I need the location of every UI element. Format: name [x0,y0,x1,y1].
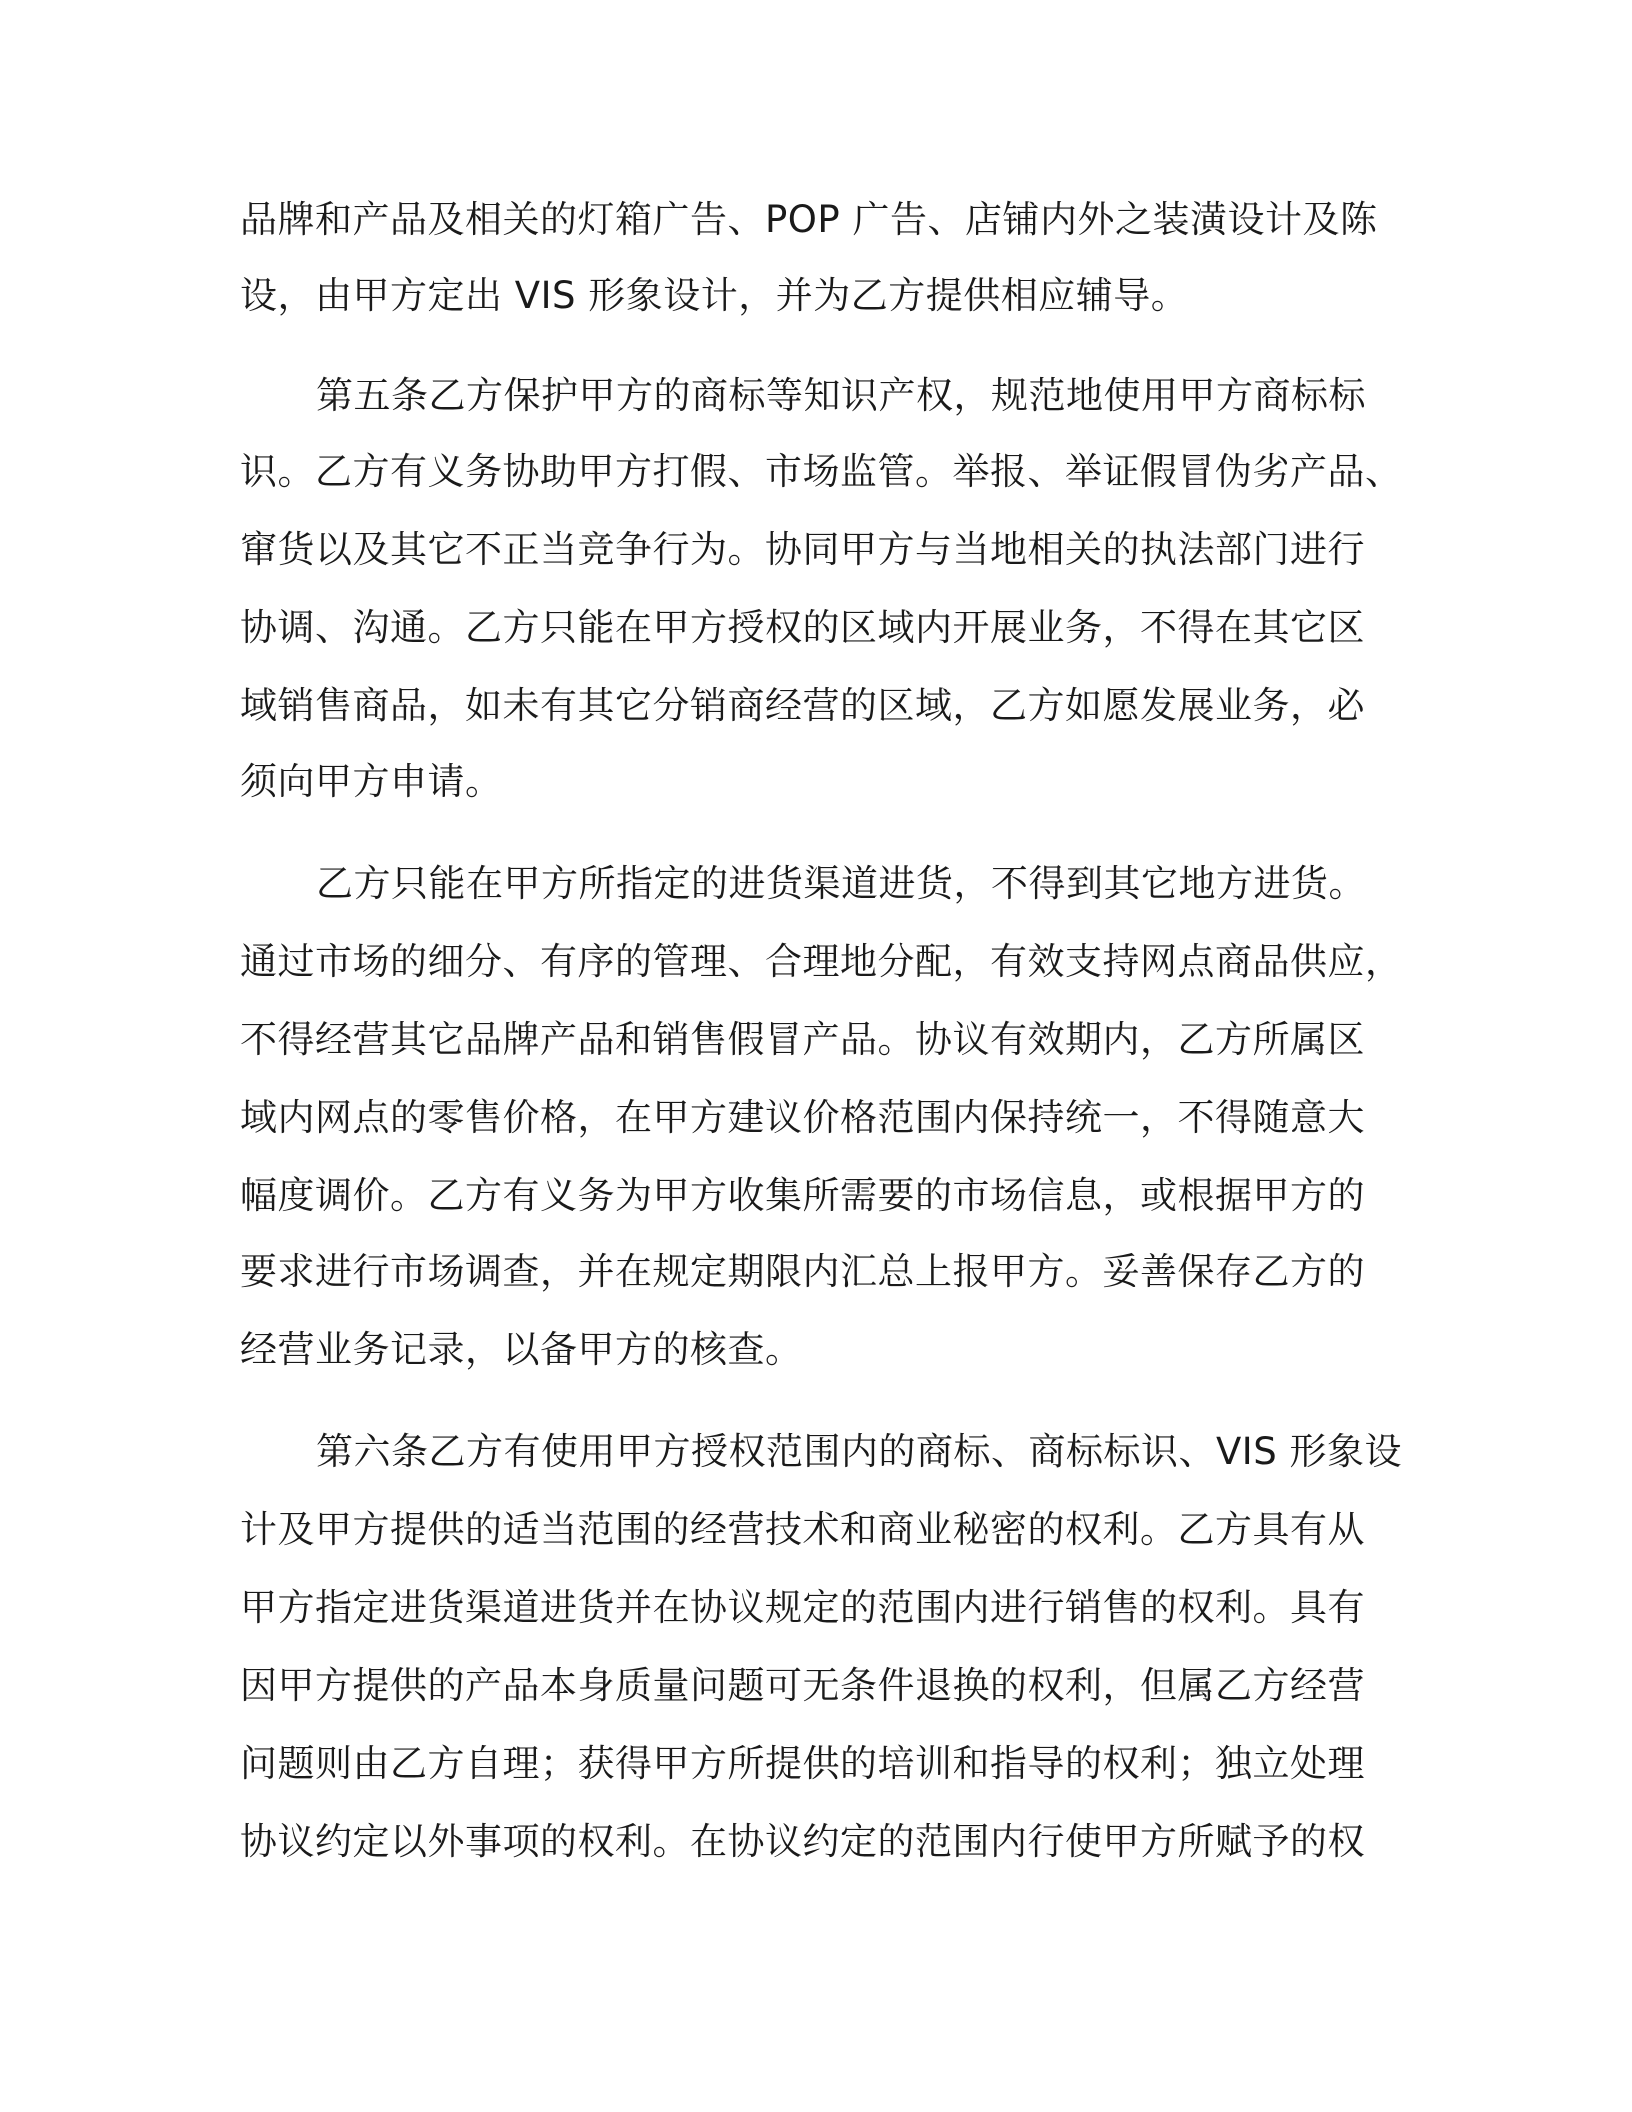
text-line: 设，由甲方定出 VIS 形象设计，并为乙方提供相应辅导。 [240,274,1189,317]
text-line: 不得经营其它品牌产品和销售假冒产品。协议有效期内，乙方所属区 [240,1018,1365,1061]
text-line: 协议约定以外事项的权利。在协议约定的范围内行使甲方所赋予的权 [240,1820,1365,1863]
text-line: 要求进行市场调查，并在规定期限内汇总上报甲方。妥善保存乙方的 [240,1250,1365,1293]
text-line: 甲方指定进货渠道进货并在协议规定的范围内进行销售的权利。具有 [240,1586,1365,1629]
text-line: 经营业务记录，以备甲方的核查。 [240,1328,803,1371]
text-line: 域销售商品，如未有其它分销商经营的区域，乙方如愿发展业务，必 [240,684,1365,727]
text-line: 问题则由乙方自理；获得甲方所提供的培训和指导的权利；独立处理 [240,1742,1365,1785]
text-line: 计及甲方提供的适当范围的经营技术和商业秘密的权利。乙方具有从 [240,1508,1365,1551]
paragraph-purchase-start: 乙方只能在甲方所指定的进货渠道进货，不得到其它地方进货。 [316,862,1366,905]
text-line: 域内网点的零售价格，在甲方建议价格范围内保持统一，不得随意大 [240,1096,1365,1139]
text-line: 须向甲方申请。 [240,760,503,803]
text-line: 识。乙方有义务协助甲方打假、市场监管。举报、举证假冒伪劣产品、 [240,450,1403,493]
text-line: 品牌和产品及相关的灯箱广告、POP 广告、店铺内外之装潢设计及陈 [240,198,1378,241]
paragraph-article-5-start: 第五条乙方保护甲方的商标等知识产权，规范地使用甲方商标标 [316,374,1366,417]
text-line: 协调、沟通。乙方只能在甲方授权的区域内开展业务，不得在其它区 [240,606,1365,649]
text-line: 通过市场的细分、有序的管理、合理地分配，有效支持网点商品供应， [240,940,1403,983]
text-line: 窜货以及其它不正当竞争行为。协同甲方与当地相关的执法部门进行 [240,528,1365,571]
text-line: 因甲方提供的产品本身质量问题可无条件退换的权利，但属乙方经营 [240,1664,1365,1707]
text-line: 幅度调价。乙方有义务为甲方收集所需要的市场信息，或根据甲方的 [240,1174,1365,1217]
paragraph-article-6-start: 第六条乙方有使用甲方授权范围内的商标、商标标识、VIS 形象设 [316,1430,1402,1473]
